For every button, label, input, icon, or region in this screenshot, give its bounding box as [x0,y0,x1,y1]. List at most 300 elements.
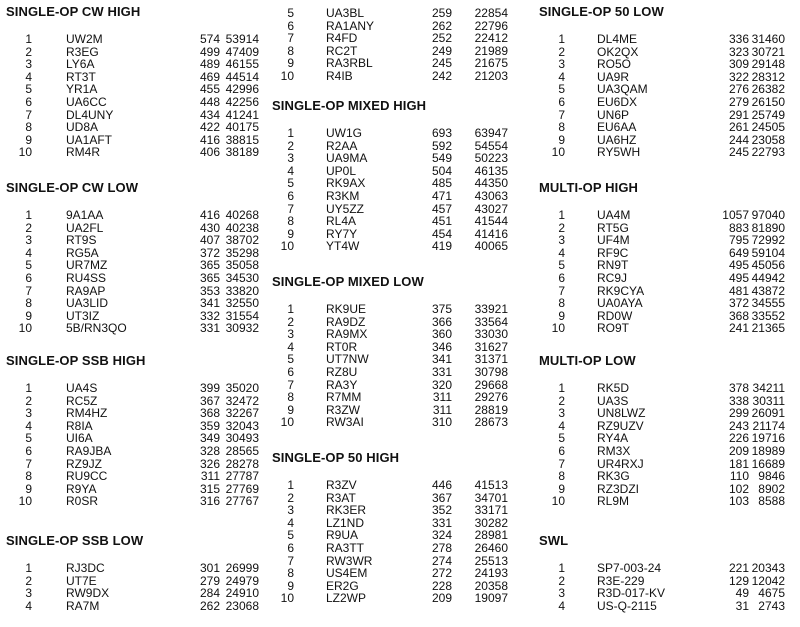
qso-count-cell: 368 [728,308,749,323]
rank-cell: 4 [25,418,32,433]
qso-count-cell: 259 [431,6,452,20]
rank-cell: 9 [558,132,565,147]
qso-count-cell: 416 [199,208,220,222]
qso-count-cell: 489 [199,57,220,72]
score-cell: 23068 [225,598,259,613]
score-cell: 21989 [474,43,508,58]
qso-count-cell: 309 [728,57,749,72]
score-cell: 29668 [474,377,508,392]
qso-count-cell: 315 [199,481,220,496]
score-cell: 38702 [225,233,259,248]
score-cell: 28312 [751,69,785,84]
score-cell: 46155 [225,57,259,72]
rank-cell: 8 [25,120,32,135]
rank-cell: 3 [25,406,32,421]
callsign-cell: UF4M [597,233,630,248]
callsign-cell: UP0L [326,163,357,178]
score-cell: 25749 [751,107,785,122]
score-cell: 21174 [752,418,785,433]
qso-count-cell: 326 [199,456,220,471]
callsign-cell: RK9CYA [597,283,645,298]
callsign-cell: UA4S [66,381,98,395]
rank-cell: 6 [287,189,294,203]
callsign-cell: RT3T [66,69,96,84]
qso-count-cell: 331 [199,321,220,336]
rank-cell: 8 [558,120,565,135]
callsign-cell: RK3G [597,469,630,484]
callsign-cell: UT7E [66,573,97,588]
rank-cell: 7 [287,31,294,46]
callsign-cell: RY4A [597,431,629,446]
score-cell: 26460 [474,541,508,555]
score-cell: 40238 [225,220,259,235]
callsign-cell: R3ZW [326,402,360,417]
rank-cell: 7 [287,201,294,216]
qso-count-cell: 406 [199,145,220,160]
rank-cell: 7 [25,456,32,471]
rank-cell: 2 [558,573,565,588]
rank-cell: 8 [25,469,32,484]
qso-count-cell: 252 [431,31,452,46]
qso-count-cell: 336 [728,32,749,46]
score-cell: 31627 [474,339,508,354]
rank-cell: 1 [558,381,565,395]
callsign-cell: RC5Z [66,393,98,408]
score-cell: 97040 [751,208,785,222]
score-cell: 2743 [758,598,785,613]
qso-count-cell: 324 [431,528,452,543]
rank-cell: 9 [287,578,294,593]
score-cell: 41241 [225,107,259,122]
rank-cell: 10 [280,415,294,430]
callsign-cell: SP7-003-24 [597,561,662,575]
rank-cell: 10 [280,591,294,606]
callsign-cell: ER2G [326,578,359,593]
callsign-cell: RK3ER [326,503,367,518]
qso-count-cell: 228 [431,578,452,593]
qso-count-cell: 262 [199,598,220,613]
rank-cell: 3 [25,233,32,248]
score-cell: 40175 [225,120,259,135]
callsign-cell: RA7M [66,598,100,613]
callsign-cell: RK9UE [326,302,367,316]
qso-count-cell: 368 [199,406,220,421]
rank-cell: 5 [558,258,565,273]
qso-count-cell: 241 [728,321,749,336]
qso-count-cell: 311 [432,402,452,417]
section-title: SINGLE-OP CW LOW [6,180,139,195]
callsign-cell: 9A1AA [66,208,104,222]
qso-count-cell: 331 [431,365,452,379]
score-cell: 34530 [225,271,259,285]
score-cell: 31371 [474,352,508,367]
callsign-cell: DL4ME [597,32,638,46]
rank-cell: 2 [558,220,565,235]
qso-count-cell: 495 [728,258,749,273]
rank-cell: 1 [558,32,565,46]
qso-count-cell: 353 [199,283,220,298]
qso-count-cell: 469 [199,69,220,84]
section-title: SINGLE-OP MIXED LOW [272,274,424,289]
callsign-cell: RT0R [326,339,358,354]
qso-count-cell: 338 [728,393,749,408]
score-cell: 44514 [225,69,259,84]
qso-count-cell: 416 [199,132,220,147]
qso-count-cell: 291 [728,107,749,122]
score-cell: 8588 [758,494,785,509]
rank-cell: 4 [287,339,294,354]
score-cell: 53914 [225,32,259,46]
score-cell: 33171 [474,503,508,518]
callsign-cell: UW2M [66,32,103,46]
qso-count-cell: 279 [728,95,749,109]
callsign-cell: RF9C [597,245,629,260]
qso-count-cell: 549 [431,151,452,166]
score-cell: 33921 [474,302,508,316]
qso-count-cell: 301 [199,561,220,575]
section-title: MULTI-OP LOW [539,353,636,368]
qso-count-cell: 693 [431,126,452,140]
rank-cell: 2 [287,490,294,505]
rank-cell: 2 [25,573,32,588]
qso-count-cell: 102 [728,481,749,496]
callsign-cell: RC2T [326,43,358,58]
qso-count-cell: 372 [199,245,220,260]
score-cell: 40268 [225,208,259,222]
score-cell: 41416 [474,226,508,241]
score-cell: 34701 [474,490,508,505]
qso-count-cell: 883 [728,220,749,235]
score-cell: 30721 [751,44,785,59]
qso-count-cell: 103 [728,494,749,509]
score-cell: 22793 [751,145,785,160]
score-cell: 50223 [474,151,508,166]
score-cell: 63947 [474,126,508,140]
rank-cell: 1 [287,302,294,316]
rank-cell: 3 [558,406,565,421]
score-cell: 47409 [225,44,259,59]
score-cell: 28565 [225,444,259,458]
callsign-cell: RL4A [326,214,357,229]
score-cell: 41513 [474,478,508,492]
callsign-cell: UA9MA [326,151,368,166]
callsign-cell: RA1ANY [326,18,375,33]
rank-cell: 1 [25,561,32,575]
rank-cell: 4 [25,245,32,260]
qso-count-cell: 471 [431,189,452,203]
qso-count-cell: 419 [431,239,452,254]
callsign-cell: UA9R [597,69,630,84]
callsign-cell: UR4RXJ [597,456,644,471]
qso-count-cell: 316 [199,494,220,509]
score-cell: 30282 [474,515,508,530]
rank-cell: 2 [287,138,294,153]
rank-cell: 10 [18,321,32,336]
score-cell: 32550 [225,296,259,311]
qso-count-cell: 299 [728,406,749,421]
score-cell: 26382 [751,82,785,97]
score-cell: 33030 [474,327,508,342]
score-cell: 20358 [474,578,508,593]
rank-cell: 10 [18,145,32,160]
score-cell: 25513 [474,553,508,568]
score-cell: 42256 [225,95,259,109]
rank-cell: 2 [25,220,32,235]
score-cell: 38815 [225,132,259,147]
score-cell: 81890 [751,220,785,235]
rank-cell: 1 [287,126,294,140]
callsign-cell: UT3IZ [66,308,100,323]
callsign-cell: R9YA [66,481,97,496]
score-cell: 24910 [225,586,259,601]
score-cell: 33552 [751,308,785,323]
rank-cell: 8 [287,43,294,58]
score-cell: 32043 [225,418,259,433]
score-cell: 35298 [225,245,259,260]
score-cell: 30932 [225,321,259,336]
callsign-cell: R3ZV [326,478,357,492]
callsign-cell: RN9T [597,258,629,273]
callsign-cell: OK2QX [597,44,639,59]
score-cell: 29148 [751,57,785,72]
callsign-cell: R0SR [66,494,99,509]
score-cell: 4675 [758,586,785,601]
rank-cell: 5 [25,258,32,273]
callsign-cell: R7MM [326,390,362,405]
callsign-cell: YT4W [326,239,360,254]
callsign-cell: UN6P [597,107,630,122]
callsign-cell: RC9J [597,271,628,285]
qso-count-cell: 31 [735,598,749,613]
qso-count-cell: 454 [431,226,452,241]
score-cell: 29276 [474,390,508,405]
callsign-cell: UI6A [66,431,93,446]
rank-cell: 3 [558,57,565,72]
qso-count-cell: 399 [199,381,220,395]
score-cell: 33820 [225,283,259,298]
callsign-cell: RO9T [597,321,630,336]
qso-count-cell: 455 [199,82,220,97]
qso-count-cell: 328 [199,444,220,458]
score-cell: 43872 [751,283,785,298]
score-cell: 9846 [758,469,785,484]
qso-count-cell: 378 [728,381,749,395]
section-title: SINGLE-OP CW HIGH [6,4,141,19]
callsign-cell: RA9JBA [66,444,112,458]
qso-count-cell: 110 [729,469,749,484]
callsign-cell: UA4M [597,208,631,222]
qso-count-cell: 311 [432,390,452,405]
callsign-cell: UA2FL [66,220,104,235]
callsign-cell: RW3WR [326,553,373,568]
qso-count-cell: 359 [199,418,220,433]
rank-cell: 2 [558,393,565,408]
qso-count-cell: 366 [431,314,452,329]
qso-count-cell: 365 [199,271,220,285]
callsign-cell: US-Q-2115 [597,598,657,613]
score-cell: 44350 [474,176,508,191]
callsign-cell: R4FD [326,31,358,46]
callsign-cell: RA3Y [326,377,358,392]
rank-cell: 6 [287,365,294,379]
section-title: SINGLE-OP SSB LOW [6,533,144,548]
callsign-cell: R3KM [326,189,360,203]
rank-cell: 4 [25,69,32,84]
qso-count-cell: 284 [199,586,220,601]
rank-cell: 3 [25,586,32,601]
qso-count-cell: 242 [431,69,452,83]
section-title: MULTI-OP HIGH [539,180,639,195]
rank-cell: 9 [25,132,32,147]
rank-cell: 9 [25,481,32,496]
qso-count-cell: 209 [431,591,452,606]
score-cell: 35020 [225,381,259,395]
rank-cell: 6 [287,541,294,555]
score-cell: 27787 [225,469,259,484]
rank-cell: 4 [558,69,565,84]
callsign-cell: RZ8U [326,365,358,379]
rank-cell: 10 [551,321,565,336]
score-cell: 12042 [751,573,785,588]
rank-cell: 9 [287,402,294,417]
rank-cell: 8 [558,296,565,311]
callsign-cell: R3E-229 [597,573,645,588]
score-cell: 45056 [751,258,785,273]
callsign-cell: RZ9JZ [66,456,102,471]
qso-count-cell: 352 [431,503,452,518]
rank-cell: 4 [558,598,565,613]
callsign-cell: RM3X [597,444,631,458]
qso-count-cell: 276 [728,82,749,97]
rank-cell: 3 [287,327,294,342]
rank-cell: 5 [287,352,294,367]
callsign-cell: RA9AP [66,283,106,298]
score-cell: 31554 [225,308,259,323]
score-cell: 27767 [225,494,259,509]
rank-cell: 10 [551,494,565,509]
score-cell: 19097 [474,591,508,606]
qso-count-cell: 457 [431,201,452,216]
rank-cell: 7 [287,553,294,568]
callsign-cell: RM4HZ [66,406,108,421]
score-cell: 32267 [225,406,259,421]
rank-cell: 4 [25,598,32,613]
qso-count-cell: 331 [431,515,452,530]
qso-count-cell: 261 [728,120,749,135]
score-cell: 27769 [225,481,259,496]
callsign-cell: RJ3DC [66,561,105,575]
callsign-cell: UY5ZZ [326,201,365,216]
rank-cell: 8 [25,296,32,311]
rank-cell: 10 [280,69,294,83]
rank-cell: 9 [558,481,565,496]
qso-count-cell: 129 [728,573,749,588]
qso-count-cell: 504 [431,163,452,178]
qso-count-cell: 451 [431,214,452,229]
rank-cell: 1 [287,478,294,492]
qso-count-cell: 243 [728,418,749,433]
qso-count-cell: 422 [199,120,220,135]
score-cell: 21203 [474,69,508,83]
rank-cell: 6 [25,271,32,285]
callsign-cell: RW9DX [66,586,110,601]
qso-count-cell: 310 [431,415,452,430]
rank-cell: 8 [287,390,294,405]
callsign-cell: 5B/RN3QO [66,321,127,336]
callsign-cell: DL4UNY [66,107,114,122]
rank-cell: 6 [558,271,565,285]
score-cell: 30493 [225,431,259,446]
qso-count-cell: 367 [199,393,220,408]
score-cell: 23058 [751,132,785,147]
callsign-cell: UT7NW [326,352,369,367]
qso-count-cell: 341 [431,352,452,367]
callsign-cell: R3D-017-KV [597,586,666,601]
score-cell: 38189 [225,145,259,160]
score-cell: 20343 [751,561,785,575]
qso-count-cell: 262 [431,18,452,33]
score-cell: 22412 [474,31,508,46]
qso-count-cell: 446 [431,478,452,492]
score-cell: 59104 [751,245,785,260]
rank-cell: 3 [287,503,294,518]
score-cell: 41544 [474,214,508,229]
score-cell: 24979 [225,573,259,588]
qso-count-cell: 495 [728,271,749,285]
callsign-cell: UA3S [597,393,629,408]
qso-count-cell: 360 [431,327,452,342]
callsign-cell: RK9AX [326,176,366,191]
callsign-cell: LZ2WP [326,591,367,606]
callsign-cell: UW1G [326,126,362,140]
callsign-cell: LY6A [66,57,95,72]
callsign-cell: RT5G [597,220,629,235]
qso-count-cell: 1057 [722,208,749,222]
rank-cell: 5 [558,82,565,97]
rank-cell: 1 [558,561,565,575]
rank-cell: 2 [558,44,565,59]
rank-cell: 10 [18,494,32,509]
callsign-cell: LZ1ND [326,515,365,530]
section-title: SINGLE-OP 50 HIGH [272,450,400,465]
callsign-cell: UA6CC [66,95,107,109]
callsign-cell: UA3QAM [597,82,648,97]
qso-count-cell: 341 [199,296,220,311]
qso-count-cell: 322 [728,69,749,84]
callsign-cell: YR1A [66,82,98,97]
rank-cell: 4 [287,163,294,178]
rank-cell: 6 [25,95,32,109]
rank-cell: 8 [287,566,294,581]
rank-cell: 6 [25,444,32,458]
callsign-cell: UR7MZ [66,258,108,273]
callsign-cell: RU4SS [66,271,107,285]
rank-cell: 3 [558,586,565,601]
score-cell: 32472 [225,393,259,408]
qso-count-cell: 311 [200,469,220,484]
rank-cell: 1 [25,208,32,222]
qso-count-cell: 278 [431,541,452,555]
rank-cell: 4 [558,245,565,260]
rank-cell: 10 [551,145,565,160]
rank-cell: 9 [287,56,294,71]
rank-cell: 10 [280,239,294,254]
callsign-cell: UD8A [66,120,99,135]
rank-cell: 7 [558,283,565,298]
qso-count-cell: 574 [199,32,220,46]
section-title: SINGLE-OP MIXED HIGH [272,98,427,113]
score-cell: 54554 [474,138,508,153]
